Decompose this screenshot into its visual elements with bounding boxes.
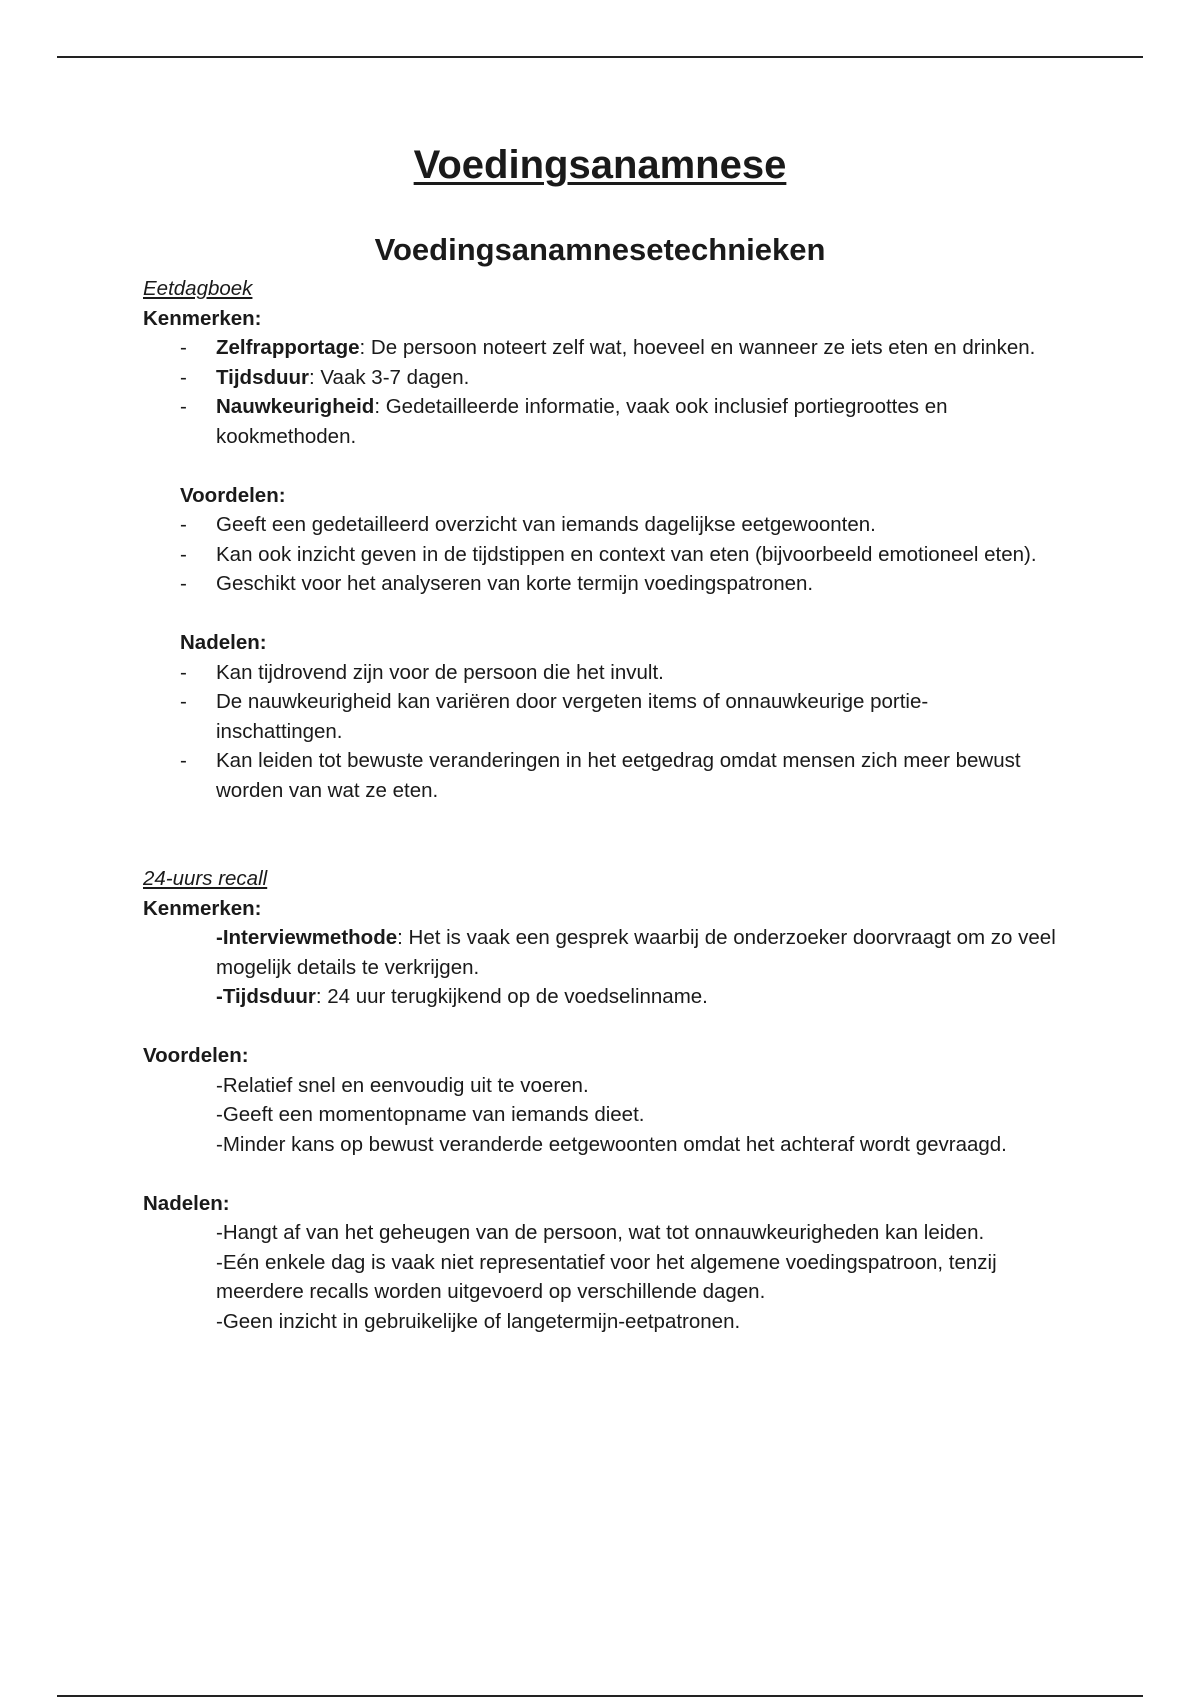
document-body [143,274,1063,1336]
list-item [216,923,1056,982]
term: Nauwkeurigheid [216,395,375,418]
heading-nadelen: Nadelen: [143,1191,230,1215]
list-nadelen-eetdagboek [143,658,1063,806]
item-text: : De persoon noteert zelf wat, hoeveel en wanneer ze iets eten en drinken. [359,336,1036,359]
list-item: - Kan ook inzicht geven in de tijdstippen en context van eten (bijvoorbeeld emotioneel eten). [143,540,1066,570]
list-item: - Kan leiden tot bewuste veranderingen in het eetgedrag omdat mensen zich meer bewust worden van wat ze eten. [143,746,1036,805]
item-text: : Het is vaak een gesprek waarbij de onderzoeker doorvraagt om zo veel mogelijk details te verkrijgen. [216,926,1056,979]
list-item: -Minder kans op bewust veranderde eetgewoonten omdat het achteraf wordt gevraagd. [216,1132,1007,1156]
top-rule [57,56,1143,58]
section-label-eetdagboek: Eetdagboek [143,277,253,300]
list-item: - Kan tijdrovend zijn voor de persoon die het invult. [143,658,1063,688]
page-subtitle: Voedingsanamnesetechnieken [374,232,826,267]
section-label-24-uurs-recall: 24-uurs recall [143,867,268,890]
bottom-rule [57,1695,1143,1697]
item-text: : 24 uur terugkijkend op de voedselinname. [315,985,708,1008]
list-nadelen-recall [143,1218,1063,1336]
list-item [143,363,1063,393]
term: -Interviewmethode [216,926,398,949]
list-item: - De nauwkeurigheid kan variëren door vergeten items of onnauwkeurige portie-inschattingen. [143,687,1036,746]
heading-nadelen: Nadelen: [180,631,267,654]
list-item [143,333,1036,363]
heading-voordelen: Voordelen: [180,483,286,507]
list-item: - Geeft een gedetailleerd overzicht van iemands dagelijkse eetgewoonten. [143,510,1063,540]
heading-voordelen: Voordelen: [143,1044,249,1067]
list-item: -Relatief snel en eenvoudig uit te voeren. [216,1073,589,1097]
list-voordelen-eetdagboek [143,510,1063,599]
list-item: -Hangt af van het geheugen van de persoon, wat tot onnauwkeurigheden kan leiden. [216,1221,985,1244]
item-text: : Vaak 3-7 dagen. [309,365,470,389]
term: Tijdsduur [216,365,310,389]
list-item: -Eén enkele dag is vaak niet representatief voor het algemene voedingspatroon, tenzij meerdere recalls worden uitgevoerd op verschillende dagen. [216,1250,997,1303]
list-item [216,982,1063,1012]
page-title: Voedingsanamnese [413,143,787,187]
list-item: -Geen inzicht in gebruikelijke of langetermijn-eetpatronen. [216,1309,741,1333]
list-voordelen-recall [143,1071,1063,1160]
list-item: - Geschikt voor het analyseren van korte termijn voedingspatronen. [143,569,1063,599]
list-item: -Geeft een momentopname van iemands dieet. [216,1103,645,1126]
item-text: : Gedetailleerde informatie, vaak ook inclusief portiegroottes en kookmethoden. [216,395,948,448]
heading-kenmerken: Kenmerken: [143,306,262,330]
term: Zelfrapportage [216,336,360,359]
term: -Tijdsduur [216,985,316,1008]
list-kenmerken-recall [143,923,1063,1012]
list-item [143,392,1036,451]
list-kenmerken-eetdagboek [143,333,1063,451]
heading-kenmerken: Kenmerken: [143,896,262,920]
